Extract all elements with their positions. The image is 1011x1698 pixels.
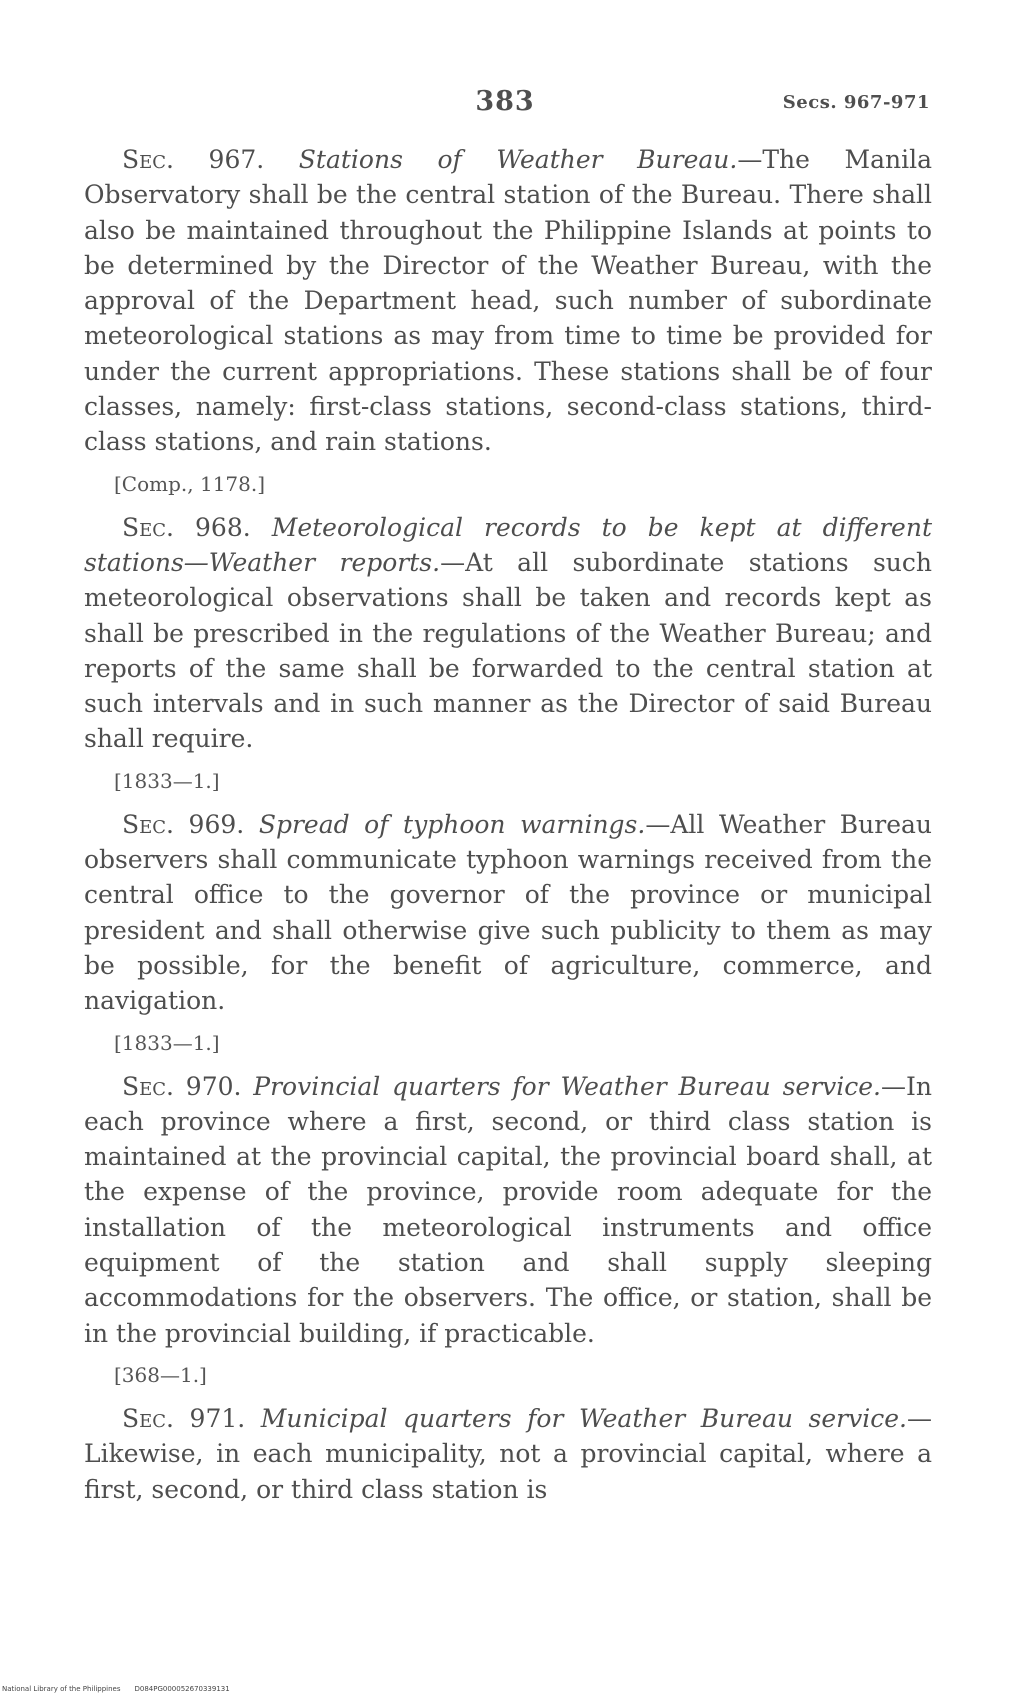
- section-title: Stations of Weather Bureau.: [298, 145, 738, 174]
- section-text: —Likewise, in each municipality, not a provincial capital, where a first, second, or third class station is: [84, 1403, 932, 1504]
- section-label: Sec. 969.: [122, 809, 245, 839]
- page-header: [80, 86, 930, 126]
- section-967: [84, 142, 932, 460]
- section-971: [84, 1401, 932, 1507]
- section-citation: [1833—1.]: [114, 768, 220, 793]
- document-body: [84, 142, 932, 1507]
- section-969: [84, 807, 932, 1019]
- section-citation: [Comp., 1178.]: [114, 471, 266, 496]
- section-text: —All Weather Bureau observers shall communicate typhoon warnings received from the central office to the governor of the province or municipal president and shall otherwise give such publicity to them as may be possible, for the benefit of agriculture, commerce, and navigation.: [84, 809, 932, 1016]
- section-label: Sec. 968.: [122, 512, 251, 542]
- section-title: Spread of typhoon warnings.: [258, 809, 646, 839]
- scan-identifier: D084PG000052670339131: [134, 1685, 230, 1693]
- section-label: Sec. 970.: [122, 1071, 242, 1101]
- section-title: Meteorological records to be kept at different stations—Weather reports.: [84, 512, 932, 577]
- section-title: Municipal quarters for Weather Bureau service.: [260, 1403, 907, 1433]
- running-head-section-range: Secs. 967-971: [782, 92, 930, 113]
- section-citation: [1833—1.]: [114, 1030, 220, 1055]
- library-name: National Library of the Philippines: [2, 1685, 121, 1693]
- section-title: Provincial quarters for Weather Bureau service.: [253, 1071, 882, 1101]
- page-number: 383: [475, 86, 535, 117]
- section-citation: [368—1.]: [114, 1362, 207, 1387]
- section-text: —At all subordinate stations such meteorological observations shall be taken and records kept as shall be prescribed in the regulations of the Weather Bureau; and reports of the same shall be forwarded to the central station at such intervals and in such manner as the Director of said Bureau shall require.: [84, 547, 933, 754]
- section-label: Sec. 971.: [122, 1403, 246, 1433]
- scan-footer: [2, 1685, 230, 1693]
- section-968: [84, 510, 932, 757]
- section-text: —The Manila Observatory shall be the central station of the Bureau. There shall also be maintained throughout the Philippine Islands at points to be determined by the Director of the Weather Bureau, with the approval of the Department head, such number of subordinate meteorological stations as may from time to time be provided for under the current appropriations. These stations shall be of four classes, namely: first-class stations, second-class stations, third-class stations, and rain stations.: [84, 145, 932, 457]
- section-text: —In each province where a first, second, or third class station is maintained at the provincial capital, the provincial board shall, at the expense of the province, provide room adequate for the installation of the meteorological instruments and office equipment of the station and shall supply sleeping accommodations for the observers. The office, or station, shall be in the provincial building, if practicable.: [84, 1071, 932, 1348]
- section-label: Sec. 967.: [122, 145, 265, 174]
- section-970: [84, 1069, 932, 1351]
